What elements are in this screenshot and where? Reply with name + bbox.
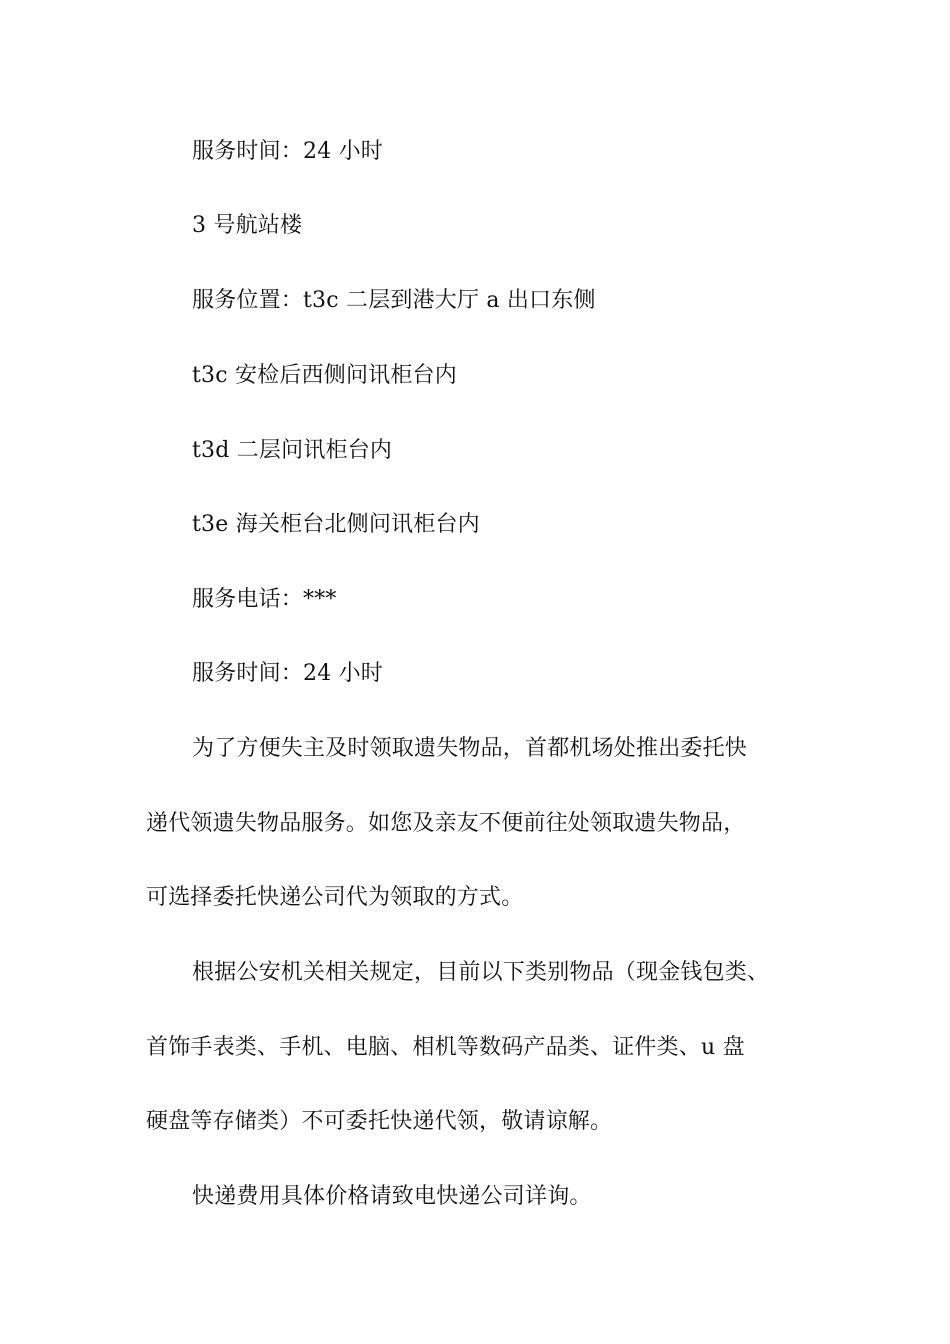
service-phone-line: 服务电话：*** — [192, 587, 337, 612]
service-hours-line-2: 服务时间：24 小时 — [192, 661, 383, 686]
paragraph-1-line-3: 可选择委托快递公司代为领取的方式。 — [146, 885, 524, 910]
paragraph-2-line-2: 首饰手表类、手机、电脑、相机等数码产品类、证件类、u 盘 — [146, 1035, 745, 1060]
paragraph-1-line-2: 递代领遗失物品服务。如您及亲友不便前往处领取遗失物品， — [146, 811, 746, 836]
service-location-line: 服务位置：t3c 二层到港大厅 a 出口东侧 — [192, 288, 596, 313]
paragraph-1-line-1: 为了方便失主及时领取遗失物品，首都机场处推出委托快 — [192, 736, 748, 761]
location-t3c-line: t3c 安检后西侧问讯柜台内 — [192, 363, 457, 388]
location-t3e-line: t3e 海关柜台北侧问讯柜台内 — [192, 512, 480, 537]
paragraph-2-line-3: 硬盘等存储类）不可委托快递代领，敬请谅解。 — [146, 1109, 613, 1134]
service-hours-line: 服务时间：24 小时 — [192, 139, 383, 164]
terminal-heading: 3 号航站楼 — [192, 213, 303, 238]
paragraph-2-line-1: 根据公安机关相关规定，目前以下类别物品（现金钱包类、 — [192, 960, 770, 985]
paragraph-3-line-1: 快递费用具体价格请致电快递公司详询。 — [192, 1184, 592, 1209]
location-t3d-line: t3d 二层问讯柜台内 — [192, 438, 393, 463]
